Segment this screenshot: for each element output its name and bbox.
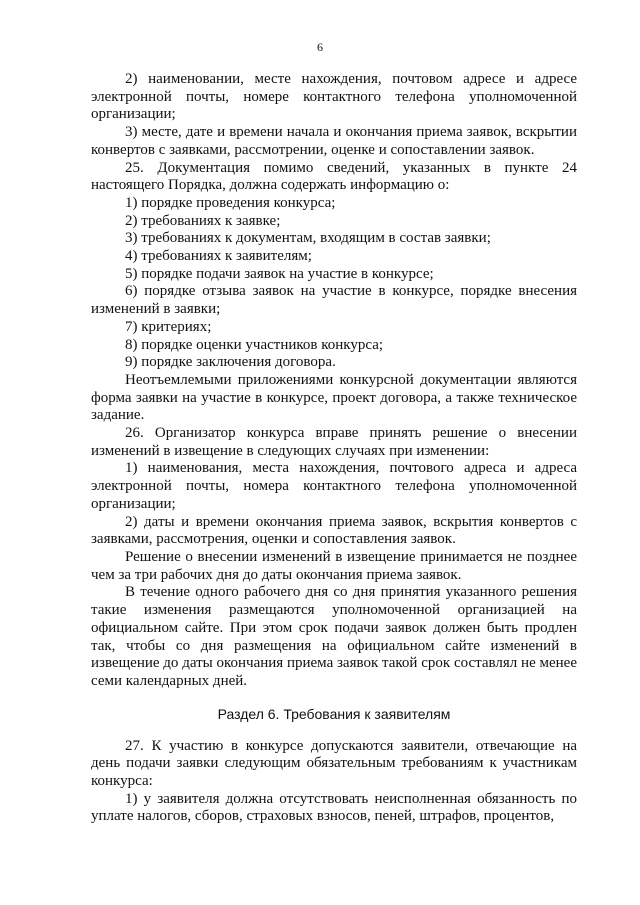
paragraph: 26. Организатор конкурса вправе принять решение о внесении изменений в извещение в следующих случаях при изменении: (91, 425, 577, 459)
list-item: 1) наименования, места нахождения, почтового адреса и адреса электронной почты, номера контактного телефона уполномоченной организации; (91, 460, 577, 512)
paragraph: Решение о внесении изменений в извещение принимается не позднее чем за три рабочих дня до даты окончания приема заявок. (91, 548, 577, 583)
list-item: 5) порядке подачи заявок на участие в конкурсе; (125, 265, 434, 282)
list-item: 9) порядке заключения договора. (125, 354, 336, 371)
list-item: 2) даты и времени окончания приема заявок, вскрытия конвертов с заявками, рассмотрения, оценки и сопоставления заявок. (91, 513, 577, 548)
paragraph: 25. Документация помимо сведений, указанных в пункте 24 настоящего Порядка, должна содержать информацию о: (91, 159, 577, 194)
list-item: 2) требованиях к заявке; (125, 212, 281, 229)
paragraph: Неотъемлемыми приложениями конкурсной документации являются форма заявки на участие в конкурсе, проект договора, а также техническое задание. (91, 371, 577, 424)
list-item: 3) требованиях к документам, входящим в состав заявки; (125, 230, 491, 247)
section-heading: Раздел 6. Требования к заявителям (217, 705, 451, 722)
paragraph: В течение одного рабочего дня со дня принятия указанного решения такие изменения размещаются уполномоченной организацией на официальном сайте. При этом срок подачи заявок должен быть продлен так, чтобы со дня размещения на официальном сайте изменений в извещение до даты окончания приема заявок такой срок составлял не менее семи календарных дней. (91, 584, 577, 689)
list-item: 7) критериях; (125, 318, 212, 335)
list-item: 6) порядке отзыва заявок на участие в конкурсе, порядке внесения изменений в заявки; (91, 283, 577, 318)
list-item: 4) требованиях к заявителям; (125, 248, 312, 265)
page-number: 6 (317, 40, 323, 54)
list-item: 8) порядке оценки участников конкурса; (125, 336, 384, 353)
paragraph: 2) наименовании, месте нахождения, почтовом адресе и адресе электронной почты, номере контактного телефона уполномоченной организации; (91, 71, 577, 123)
list-item: 1) у заявителя должна отсутствовать неисполненная обязанность по уплате налогов, сборов, страховых взносов, пеней, штрафов, процентов, (91, 790, 577, 825)
paragraph: 3) месте, дате и времени начала и окончания приема заявок, вскрытии конвертов с заявками, рассмотрении, оценке и сопоставлении заявок. (91, 124, 577, 158)
paragraph: 27. К участию в конкурсе допускаются заявители, отвечающие на день подачи заявки следующим обязательным требованиям к участникам конкурса: (91, 737, 577, 790)
list-item: 1) порядке проведения конкурса; (125, 194, 336, 211)
document-body (91, 71, 577, 826)
